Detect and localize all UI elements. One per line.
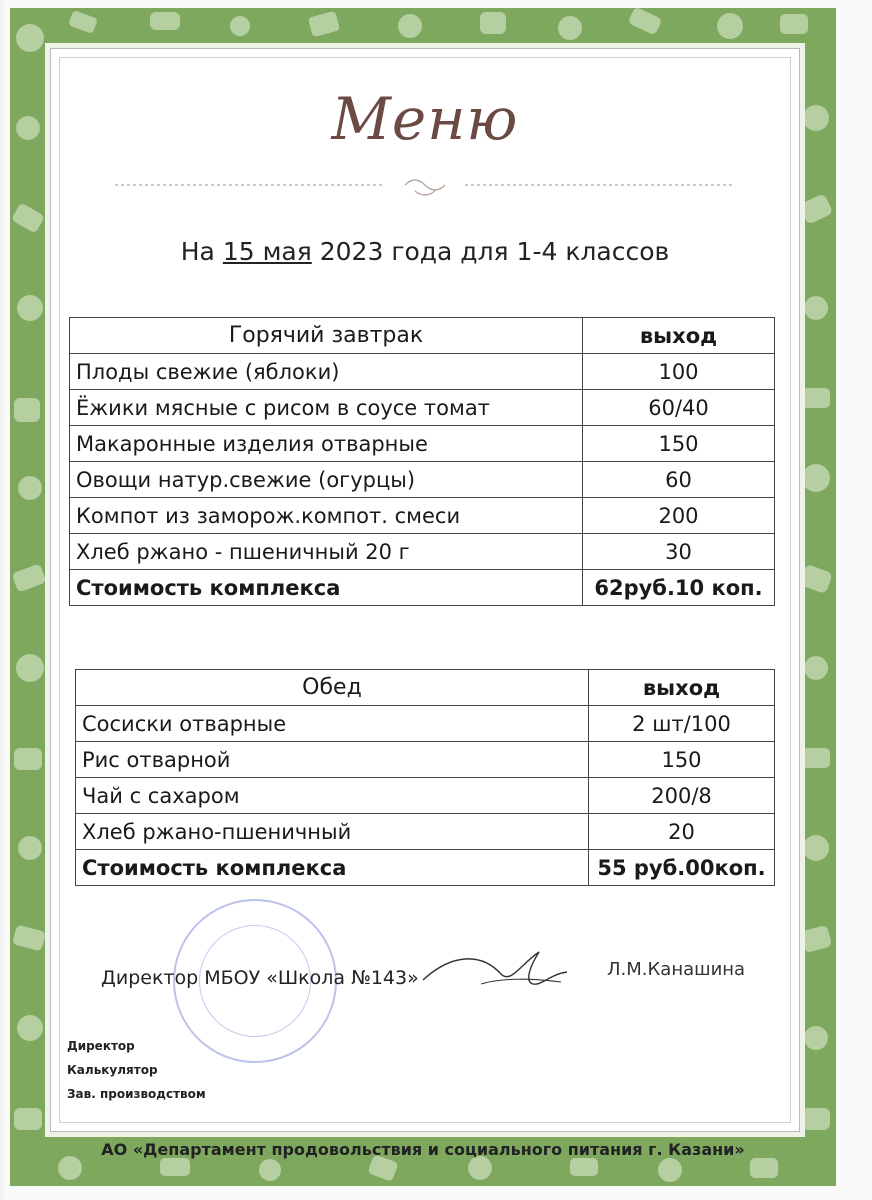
breakfast-header: Горячий завтрак [70, 318, 583, 354]
yield-header: выход [589, 670, 775, 706]
table-row [76, 814, 775, 850]
signatory-director: Директор [67, 1039, 135, 1053]
total-row [76, 850, 775, 886]
dish-yield: 60/40 [583, 390, 775, 426]
table-row [70, 426, 775, 462]
table-row [76, 706, 775, 742]
footer-organization: АО «Департамент продовольствия и социального питания г. Казани» [101, 1140, 745, 1159]
decorative-frame [10, 8, 836, 1186]
table-header-row [76, 670, 775, 706]
date-day-month: 15 мая [222, 237, 312, 266]
dish-name: Рис отварной [76, 742, 589, 778]
dish-name: Хлеб ржано - пшеничный 20 г [70, 534, 583, 570]
breakfast-table [69, 317, 775, 606]
date-prefix: На [180, 237, 223, 266]
dish-yield: 200/8 [589, 778, 775, 814]
date-suffix: 2023 года для 1-4 классов [311, 237, 670, 266]
dish-name: Овощи натур.свежие (огурцы) [70, 462, 583, 498]
dish-yield: 30 [583, 534, 775, 570]
table-row [70, 498, 775, 534]
handwritten-signature [421, 944, 571, 994]
director-name: Л.М.Канашина [607, 959, 746, 980]
yield-header: выход [583, 318, 775, 354]
total-value: 55 руб.00коп. [589, 850, 775, 886]
dish-name: Ёжики мясные с рисом в соусе томат [70, 390, 583, 426]
total-label: Стоимость комплекса [70, 570, 583, 606]
director-line: Директор МБОУ «Школа №143» [101, 967, 419, 989]
signatory-production-head: Зав. производством [67, 1087, 206, 1101]
dish-yield: 100 [583, 354, 775, 390]
table-row [76, 778, 775, 814]
lunch-table [75, 669, 775, 886]
dish-name: Хлеб ржано-пшеничный [76, 814, 589, 850]
table-row [70, 534, 775, 570]
menu-title: Меню [331, 85, 519, 153]
total-label: Стоимость комплекса [76, 850, 589, 886]
dish-yield: 200 [583, 498, 775, 534]
dish-yield: 150 [583, 426, 775, 462]
signatory-calculator: Калькулятор [67, 1063, 158, 1077]
dish-yield: 150 [589, 742, 775, 778]
table-row [70, 462, 775, 498]
dish-name: Плоды свежие (яблоки) [70, 354, 583, 390]
table-header-row [70, 318, 775, 354]
dish-yield: 2 шт/100 [589, 706, 775, 742]
dish-yield: 60 [583, 462, 775, 498]
table-row [70, 390, 775, 426]
dish-name: Компот из заморож.компот. смеси [70, 498, 583, 534]
date-line [51, 237, 799, 266]
dish-name: Макаронные изделия отварные [70, 426, 583, 462]
total-row [70, 570, 775, 606]
lunch-header: Обед [76, 670, 589, 706]
dish-name: Чай с сахаром [76, 778, 589, 814]
ornament-divider [115, 177, 735, 201]
menu-sheet [50, 48, 800, 1132]
table-row [70, 354, 775, 390]
total-value: 62руб.10 коп. [583, 570, 775, 606]
table-row [76, 742, 775, 778]
signatories-list [67, 1039, 206, 1111]
dish-name: Сосиски отварные [76, 706, 589, 742]
dish-yield: 20 [589, 814, 775, 850]
